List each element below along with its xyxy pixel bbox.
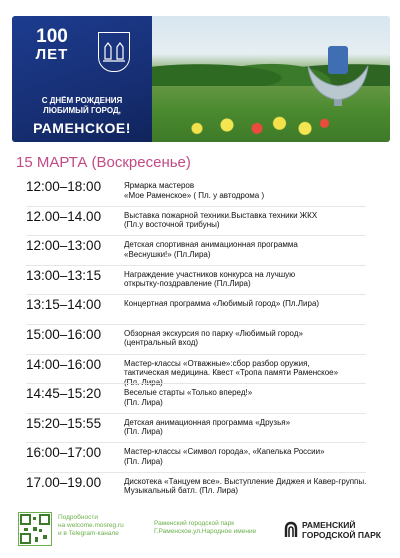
event-time: 12.00–14.00: [26, 208, 102, 224]
schedule-row: [26, 476, 398, 506]
schedule-row: [26, 328, 398, 358]
greeting: [12, 96, 152, 116]
event-description: [124, 447, 394, 466]
event-description-line: Ярмарка мастеров: [124, 181, 195, 190]
footer: [18, 512, 390, 550]
event-description-line: Детская спортивная анимационная программа: [124, 240, 298, 250]
event-description-line: Награждение участников конкурса на лучшую: [124, 269, 296, 279]
event-time: 14:45–15:20: [26, 386, 102, 402]
park-photo: [152, 16, 390, 142]
event-description-line: Обзорная экскурсия по парку «Любимый город»: [124, 328, 303, 338]
park-logo-icon: [284, 521, 298, 539]
row-divider: [26, 324, 366, 325]
event-time: 13:15–14:00: [26, 297, 102, 313]
park-street: Г.Раменское,ул.Народное имение: [154, 528, 257, 535]
event-time: 16:00–17:00: [26, 445, 102, 461]
event-description-line: открытку-поздравление (Пл.Лира): [124, 279, 251, 289]
event-description: [124, 181, 394, 200]
event-time: 15:00–16:00: [26, 326, 102, 342]
banner: [12, 16, 390, 142]
city-crest-icon: [98, 32, 130, 72]
schedule-row: [26, 298, 398, 328]
event-description: [124, 270, 394, 289]
park-logo: [284, 516, 394, 546]
event-description-line: Выставка пожарной техники.Выставка техники ЖКХ: [124, 210, 318, 220]
event-description: [124, 418, 394, 437]
more-info: [58, 514, 168, 538]
schedule-list: [26, 180, 398, 506]
event-description: [124, 211, 394, 230]
event-description: [124, 477, 394, 496]
greeting-line-1: С ДНЁМ РОЖДЕНИЯ: [41, 96, 123, 105]
greeting-line-2: ЛЮБИМЫЙ ГОРОД,: [43, 106, 121, 115]
event-time: 15:20–15:55: [26, 415, 102, 431]
years-number: 100: [36, 26, 68, 47]
event-description: [124, 299, 394, 309]
event-description: [124, 388, 394, 407]
event-time: 14:00–16:00: [26, 356, 102, 372]
event-description-line: Музыкальный батл. (Пл. Лира): [124, 486, 239, 496]
qr-code-icon[interactable]: [18, 512, 52, 546]
hands-sculpture-icon: [302, 26, 374, 106]
banner-title-panel: [12, 16, 152, 142]
anniversary-badge: [30, 28, 74, 74]
schedule-row: [26, 446, 398, 476]
schedule-row: [26, 269, 398, 299]
logo-line-2: ГОРОДСКОЙ ПАРК: [302, 530, 381, 540]
row-divider: [26, 383, 366, 384]
row-divider: [26, 235, 366, 236]
event-time: 13:00–13:15: [26, 267, 102, 283]
row-divider: [26, 413, 366, 414]
event-description-line: Дискотека «Танцуем все». Выступление Диджея и Кавер-группы.: [124, 476, 367, 486]
tulips-illustration: [182, 108, 332, 142]
schedule-row: [26, 210, 398, 240]
row-divider: [26, 354, 366, 355]
event-description: [124, 329, 394, 348]
schedule-row: [26, 239, 398, 269]
more-link[interactable]: на welcome.mosreg.ru: [58, 522, 124, 529]
row-divider: [26, 265, 366, 266]
years-word: ЛЕТ: [35, 46, 69, 63]
schedule-row: [26, 180, 398, 210]
event-description-line: «Мое Раменское» ( Пл. у автодрома ): [124, 190, 265, 200]
event-description-line: (Пл. Лира): [124, 397, 163, 407]
event-time: 17.00–19.00: [26, 474, 102, 490]
event-description-line: (Пл. Лира): [124, 456, 163, 466]
more-line-3: и в Telegram-канале: [58, 530, 119, 537]
city-name: РАМЕНСКОЕ!: [33, 120, 131, 136]
event-description-line: (центральный вход): [124, 338, 199, 348]
park-address: [154, 520, 284, 536]
date-heading: 15 МАРТА (Воскресенье): [16, 154, 191, 171]
event-description-line: Концертная программа «Любимый город» (Пл.Лира): [124, 299, 320, 309]
schedule-row: [26, 387, 398, 417]
row-divider: [26, 472, 366, 473]
row-divider: [26, 442, 366, 443]
event-description-line: Веселые старты «Только вперед!»: [124, 388, 253, 398]
logo-line-1: РАМЕНСКИЙ: [302, 520, 356, 530]
schedule-row: [26, 417, 398, 447]
event-description-line: Мастер-классы «Символ города», «Капелька России»: [124, 447, 325, 457]
event-description-line: (Пл.у восточной трибуны): [124, 220, 220, 230]
park-name: Раменский городской парк: [154, 520, 235, 527]
event-time: 12:00–18:00: [26, 179, 102, 194]
event-description-line: Мастер-классы «Отважные»:сбор разбор оружия,: [124, 358, 310, 368]
event-description-line: тактическая медицина. Квест «Тропа памяти Раменское»: [124, 368, 339, 378]
event-description-line: (Пл. Лира): [124, 377, 163, 387]
event-description: [124, 240, 394, 259]
event-time: 12:00–13:00: [26, 238, 102, 254]
event-description-line: «Веснушки!» (Пл.Лира): [124, 249, 211, 259]
logo-text: [302, 520, 381, 540]
schedule-row: [26, 358, 398, 388]
row-divider: [26, 294, 366, 295]
row-divider: [26, 206, 366, 207]
event-description-line: (Пл. Лира): [124, 427, 163, 437]
more-line-1: Подробности: [58, 514, 98, 521]
event-description-line: Детская анимационная программа «Друзья»: [124, 417, 291, 427]
